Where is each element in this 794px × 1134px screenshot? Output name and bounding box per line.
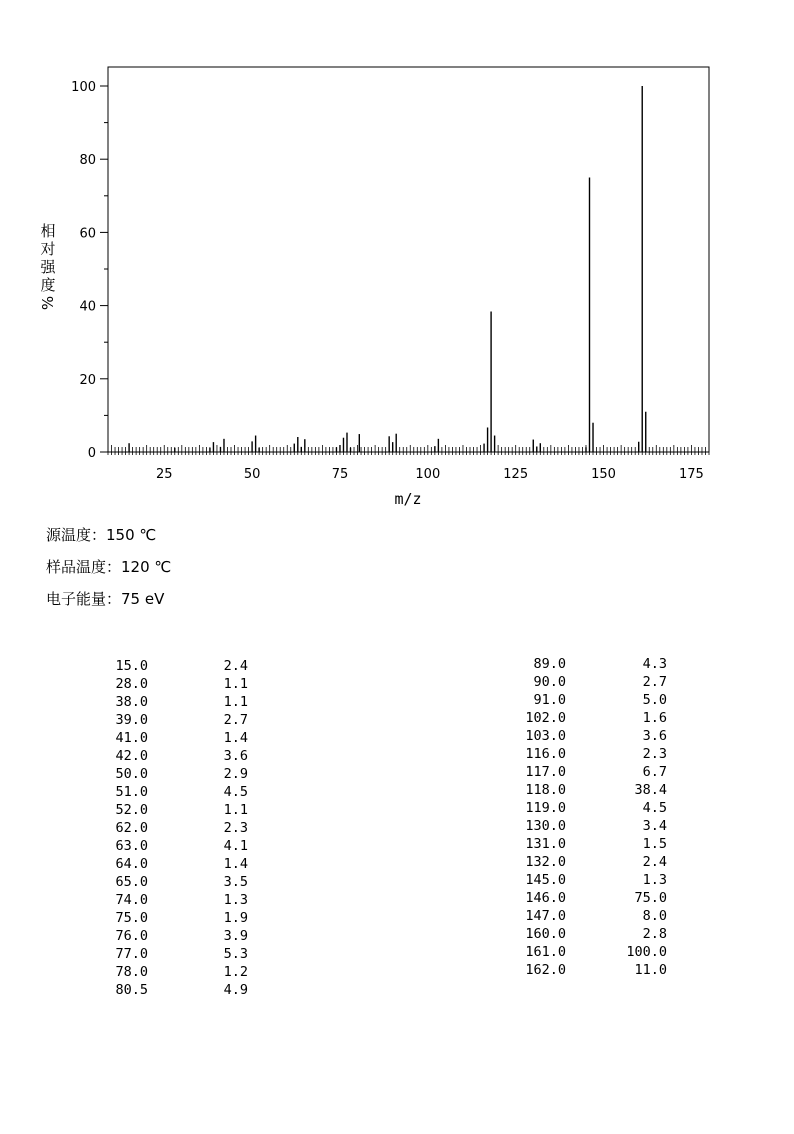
x-tick-label: 125 — [503, 467, 529, 482]
peak-intensity: 3.4 — [642, 818, 667, 834]
plot-frame — [108, 67, 709, 452]
peak-row — [100, 675, 260, 693]
peak-row — [100, 657, 260, 675]
x-axis-label: m/z — [394, 490, 422, 508]
peak-intensity: 5.3 — [223, 946, 248, 962]
peak-intensity: 1.3 — [223, 892, 248, 908]
y-axis-label-char: 相 — [40, 222, 56, 240]
x-tick-label: 75 — [331, 467, 349, 482]
peak-row — [100, 909, 260, 927]
y-tick-label: 100 — [71, 80, 96, 95]
peak-intensity: 1.1 — [223, 802, 248, 818]
y-axis-label-char: 度 — [40, 276, 56, 294]
peak-intensity: 2.4 — [223, 658, 248, 674]
peak-mz: 119.0 — [525, 800, 566, 816]
y-axis-label-char: % — [39, 295, 57, 311]
peak-row — [500, 907, 680, 925]
peak-intensity: 1.3 — [642, 872, 667, 888]
peak-intensity: 3.5 — [223, 874, 248, 890]
peak-mz: 147.0 — [525, 908, 566, 924]
peak-row — [100, 819, 260, 837]
peak-row — [100, 801, 260, 819]
peak-intensity: 1.9 — [223, 910, 248, 926]
peak-mz: 28.0 — [115, 676, 148, 692]
x-axis — [156, 467, 704, 482]
sample-temperature: 样品温度：120 ℃ — [46, 558, 172, 576]
y-tick-label: 20 — [79, 372, 96, 388]
peak-intensity: 2.7 — [642, 674, 667, 690]
peak-mz: 80.5 — [115, 982, 148, 998]
peak-intensity: 4.1 — [223, 838, 248, 854]
peak-mz: 131.0 — [525, 836, 566, 852]
peak-row — [500, 655, 680, 673]
peak-mz: 65.0 — [115, 874, 148, 890]
peak-intensity: 4.3 — [642, 656, 667, 672]
peak-mz: 52.0 — [115, 802, 148, 818]
peak-intensity: 1.2 — [223, 964, 248, 980]
peak-intensity: 75.0 — [634, 890, 667, 906]
peak-intensity: 4.9 — [223, 982, 248, 998]
peak-mz: 118.0 — [525, 782, 566, 798]
peak-intensity: 3.6 — [223, 748, 248, 764]
peak-row — [500, 763, 680, 781]
y-axis-label-char: 强 — [40, 258, 56, 276]
peak-mz: 41.0 — [115, 730, 148, 746]
peak-intensity: 2.7 — [223, 712, 248, 728]
peak-row — [500, 853, 680, 871]
peak-mz: 116.0 — [525, 746, 566, 762]
peak-intensity: 1.4 — [223, 856, 248, 872]
peak-row — [100, 783, 260, 801]
peak-intensity: 38.4 — [634, 782, 667, 798]
peak-mz: 161.0 — [525, 944, 566, 960]
peak-intensity: 8.0 — [642, 908, 667, 924]
peak-intensity: 3.6 — [642, 728, 667, 744]
peak-row — [500, 925, 680, 943]
peak-mz: 130.0 — [525, 818, 566, 834]
peak-mz: 62.0 — [115, 820, 148, 836]
x-tick-label: 25 — [155, 467, 173, 482]
peak-mz: 102.0 — [525, 710, 566, 726]
peak-mz: 78.0 — [115, 964, 148, 980]
peak-intensity: 1.1 — [223, 694, 248, 710]
peak-mz: 132.0 — [525, 854, 566, 870]
peak-row — [100, 873, 260, 891]
peak-row — [500, 709, 680, 727]
peak-mz: 160.0 — [525, 926, 566, 942]
peak-mz: 91.0 — [533, 692, 566, 708]
peak-mz: 74.0 — [115, 892, 148, 908]
y-axis-label-char: 对 — [40, 240, 56, 258]
peak-mz: 51.0 — [115, 784, 148, 800]
peak-mz: 64.0 — [115, 856, 148, 872]
peak-row — [500, 673, 680, 691]
peak-mz: 162.0 — [525, 962, 566, 978]
x-tick-label: 150 — [591, 467, 616, 482]
y-tick-label: 80 — [79, 153, 96, 169]
peak-row — [500, 943, 680, 961]
peak-row — [100, 855, 260, 873]
peak-row — [500, 691, 680, 709]
y-tick-label: 60 — [79, 226, 96, 242]
peak-mz: 146.0 — [525, 890, 566, 906]
peak-row — [500, 889, 680, 907]
peak-row — [500, 835, 680, 853]
peak-intensity: 1.6 — [642, 710, 667, 726]
peak-row — [500, 961, 680, 979]
peak-mz: 117.0 — [525, 764, 566, 780]
peak-row — [100, 693, 260, 711]
x-tick-label: 175 — [679, 467, 704, 482]
peak-table-left — [100, 657, 260, 999]
peak-mz: 50.0 — [115, 766, 148, 782]
peak-row — [100, 729, 260, 747]
peak-row — [500, 727, 680, 745]
peak-mz: 42.0 — [115, 748, 148, 764]
peak-row — [100, 981, 260, 999]
peak-mz: 90.0 — [533, 674, 566, 690]
source-temperature: 源温度：150 ℃ — [46, 526, 157, 544]
peak-row — [100, 891, 260, 909]
y-axis-label — [38, 222, 58, 312]
peak-intensity: 2.3 — [642, 746, 667, 762]
peak-mz: 103.0 — [525, 728, 566, 744]
minor-ticks — [108, 445, 709, 455]
peak-mz: 38.0 — [115, 694, 148, 710]
y-axis — [71, 80, 108, 461]
peak-intensity: 3.9 — [223, 928, 248, 944]
peak-intensity: 100.0 — [626, 944, 667, 960]
y-tick-label: 40 — [79, 299, 96, 315]
peak-intensity: 2.3 — [223, 820, 248, 836]
x-tick-label: 50 — [243, 467, 261, 482]
peak-mz: 77.0 — [115, 946, 148, 962]
peak-intensity: 4.5 — [223, 784, 248, 800]
y-tick-label: 0 — [87, 446, 96, 461]
x-tick-label: 100 — [415, 467, 441, 482]
peak-intensity: 4.5 — [642, 800, 667, 816]
peak-intensity: 5.0 — [642, 692, 667, 708]
peak-row — [500, 781, 680, 799]
peak-intensity: 2.8 — [642, 926, 667, 942]
peak-table-right — [500, 655, 680, 979]
mass-spectrum-chart — [0, 0, 794, 520]
peak-mz: 63.0 — [115, 838, 148, 854]
peak-row — [500, 745, 680, 763]
peak-intensity: 6.7 — [642, 764, 667, 780]
peak-row — [100, 927, 260, 945]
peak-intensity: 1.5 — [642, 836, 667, 852]
peak-row — [100, 747, 260, 765]
peak-mz: 145.0 — [525, 872, 566, 888]
peak-row — [100, 711, 260, 729]
peak-mz: 75.0 — [115, 910, 148, 926]
peak-intensity: 1.1 — [223, 676, 248, 692]
spectrum-peaks — [129, 86, 646, 452]
peak-intensity: 1.4 — [223, 730, 248, 746]
peak-mz: 76.0 — [115, 928, 148, 944]
peak-row — [100, 837, 260, 855]
electron-energy: 电子能量：75 eV — [46, 590, 165, 608]
peak-row — [100, 765, 260, 783]
peak-row — [500, 799, 680, 817]
peak-mz: 15.0 — [115, 658, 148, 674]
peak-row — [100, 963, 260, 981]
peak-mz: 39.0 — [115, 712, 148, 728]
peak-mz: 89.0 — [533, 656, 566, 672]
peak-intensity: 11.0 — [634, 962, 667, 978]
peak-intensity: 2.4 — [642, 854, 667, 870]
peak-intensity: 2.9 — [223, 766, 248, 782]
peak-row — [100, 945, 260, 963]
peak-row — [500, 871, 680, 889]
peak-row — [500, 817, 680, 835]
